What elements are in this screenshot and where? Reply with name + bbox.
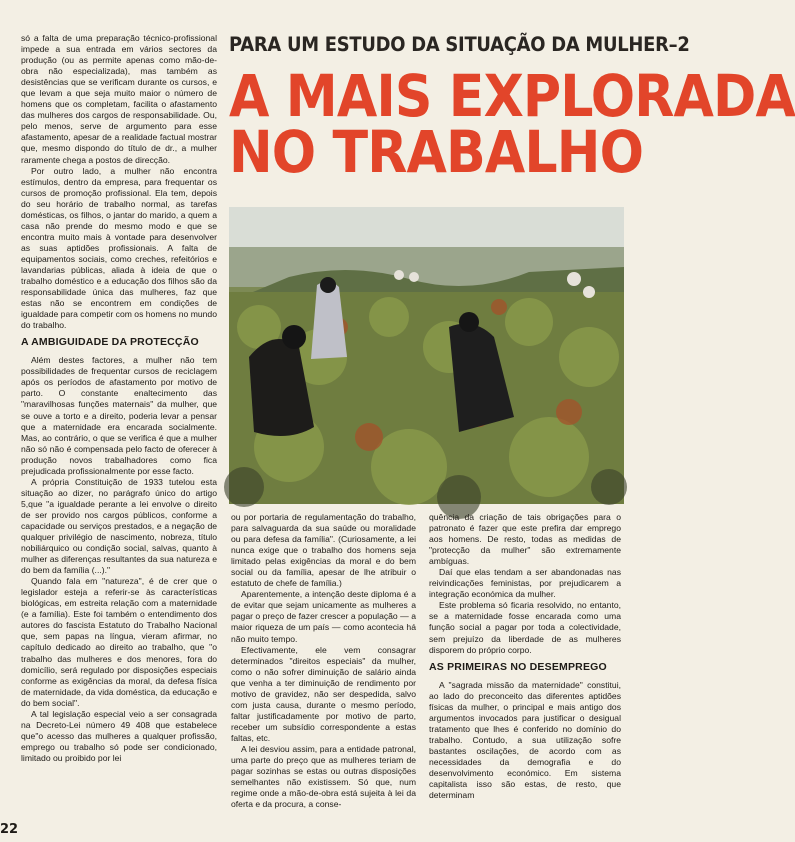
article-column-1 [21,33,217,764]
paragraph: Por outro lado, a mulher não encontra estímulos, dentro da empresa, para frequentar os cursos de promoção profissional. Ela tem, depois do seu horário de trabalho normal, as tarefas domésticas, os filhos, o jantar do marido, a quem a casa não prende do mesmo modo e que se encontra muito mais à vontade para desenvolver as suas aptidões profissionais. A falta de equipamentos sociais, como creches, refeitórios e lavandarias públicas, aliada à ideia de que o trabalho doméstico e a educação dos filhos são da responsabilidade única das mulheres, faz que estas não se encontrem em condições de igualdade para competir com os homens no mundo do trabalho. [21,165,217,331]
paragraph: Aparentemente, a intenção deste diploma é a de evitar que sejam unicamente as mulheres a pagar o preço de fazer crescer a população — a maior riqueza de um país — como acontecia há não muito tempo. [231,589,416,644]
paragraph: quência da criação de tais obrigações para o patronato é fazer que este prefira dar emprego aos homens. De resto, todas as medidas de "protecção da mulher" são extremamente ambíguas. [429,512,621,567]
article-column-2 [231,512,416,810]
paragraph: Este problema só ficaria resolvido, no entanto, se a maternidade fosse encarada como uma função social a pagar por toda a colectividade, sem prejuízo da liberdade de as mulheres disporem do próprio corpo. [429,600,621,655]
paragraph: Daí que elas tendam a ser abandonadas nas reivindicações feministas, por prejudicarem a integração económica da mulher. [429,567,621,600]
page-number: 22 [0,822,19,837]
kicker-title: PARA UM ESTUDO DA SITUAÇÃO DA MULHER–2 [229,33,690,56]
article-column-3 [429,512,621,801]
paragraph: Quando fala em "natureza", é de crer que o legislador esteja a referir-se às características biológicas, em estreita relação com a maternidade (e a família). Este foi também o entendimento dos autores do fascista Estatuto do Trabalho Nacional que, sem papas na língua, vieram afirmar, no capítulo dedicado ao direito ao trabalho, que "o trabalho das mulheres e dos menores, fora do domicílio, será regulado por disposições especiais conforme as exigências da moral, da defesa física de maternidade, da vida doméstica, da educação e do bem social". [21,576,217,708]
paragraph: A própria Constituição de 1933 tutelou esta situação ao dizer, no parágrafo único do artigo 5,que "a igualdade perante a lei envolve o direito de ser provido nos cargos públicos, conforme a capacidade ou serviços prestados, e a negação de qualquer privilégio de nascimento, nobreza, título nobiliárquico ou condição social, salvas, quanto à mulher as diferenças resultantes da sua natureza e do bem da família (...)." [21,476,217,576]
paragraph: Além destes factores, a mulher não tem possibilidades de frequentar cursos de reciclagem após os períodos de afastamento por motivo de parto. O constante enaltecimento das "maravilhosas funções maternais" da mulher, que se ouve a torto e a direito, poderia levar a pensar que a maternidade era encarada socialmente. Mas, ao contrário, o que se verifica é que a mulher não só não é compensada pelo facto de oferecer à produção novos trabalhadores como fica prejudicada profissionalmente por esse facto. [21,355,217,476]
section-heading: A AMBIGUIDADE DA PROTECÇÃO [21,336,199,349]
headline-line: A MAIS EXPLORADA [229,62,795,130]
paragraph: A "sagrada missão da maternidade" constitui, ao lado do preconceito das diferentes aptidões físicas da mulher, o principal e mais antigo dos argumentos invocados para justificar o desigual tratamento que lhes é conferido no domínio do trabalho. Contudo, a sua utilização sofre bastantes oscilações, de acordo com as necessidades da demografia e do desenvolvimento económico. Em sistema capitalista isso são estas, de resto, que determinam [429,679,621,801]
paragraph: só a falta de uma preparação técnico-profissional impede a sua entrada em vários sectores da produção (ou as permite apenas como mão-de-obra não especializada), mas também as desistências que se verificam durante os cursos, e que levam a que seja muito maior o número de homens que os completam, facilita o afastamento das mulheres dos cargos de responsabilidade. Ou, pelo menos, serve de argumento para esse afastamento, apesar de a realidade factual mostrar que, mesmo dispondo do título de dr., a mulher raramente chega a postos de direcção. [21,33,217,165]
headline [229,62,795,186]
paragraph: A tal legislação especial veio a ser consagrada na Decreto-Lei número 49 408 que estabelece que"o acesso das mulheres a qualquer profissão, emprego ou trabalho só pode ser condicionado, limitado ou proibido por lei [21,708,217,763]
section-heading: AS PRIMEIRAS NO DESEMPREGO [429,660,607,673]
paragraph: A lei desviou assim, para a entidade patronal, uma parte do preço que as mulheres teriam de pagar sozinhas se estas ou outras disposições semelhantes não existissem. Só que, num regime onde a mão-de-obra está sujeita à lei da oferta e da procura, a conse- [231,743,416,810]
paragraph: Efectivamente, ele vem consagrar determinados "direitos especiais" da mulher, como o não sofrer diminuição de salário ainda que venha a ter diminuição de rendimento por motivo de gravidez, não ser despedida, salvo com justa causa, durante o mesmo período, faltar justificadamente por motivo de parto, receber um subsídio correspondente a estas faltas, etc. [231,644,416,743]
paragraph: ou por portaria de regulamentação do trabalho, para salvaguarda da sua saúde ou moralidade ou para defesa da família". (Curiosamente, a lei nunca exige que o trabalho dos homens seja limitado pelas exigências da moral e do bem social ou da família, apesar de lhe atribuir o estatuto de chefe de família.) [231,512,416,589]
women-working-in-vineyard-photo [229,207,624,504]
headline-line: NO TRABALHO [229,118,644,186]
